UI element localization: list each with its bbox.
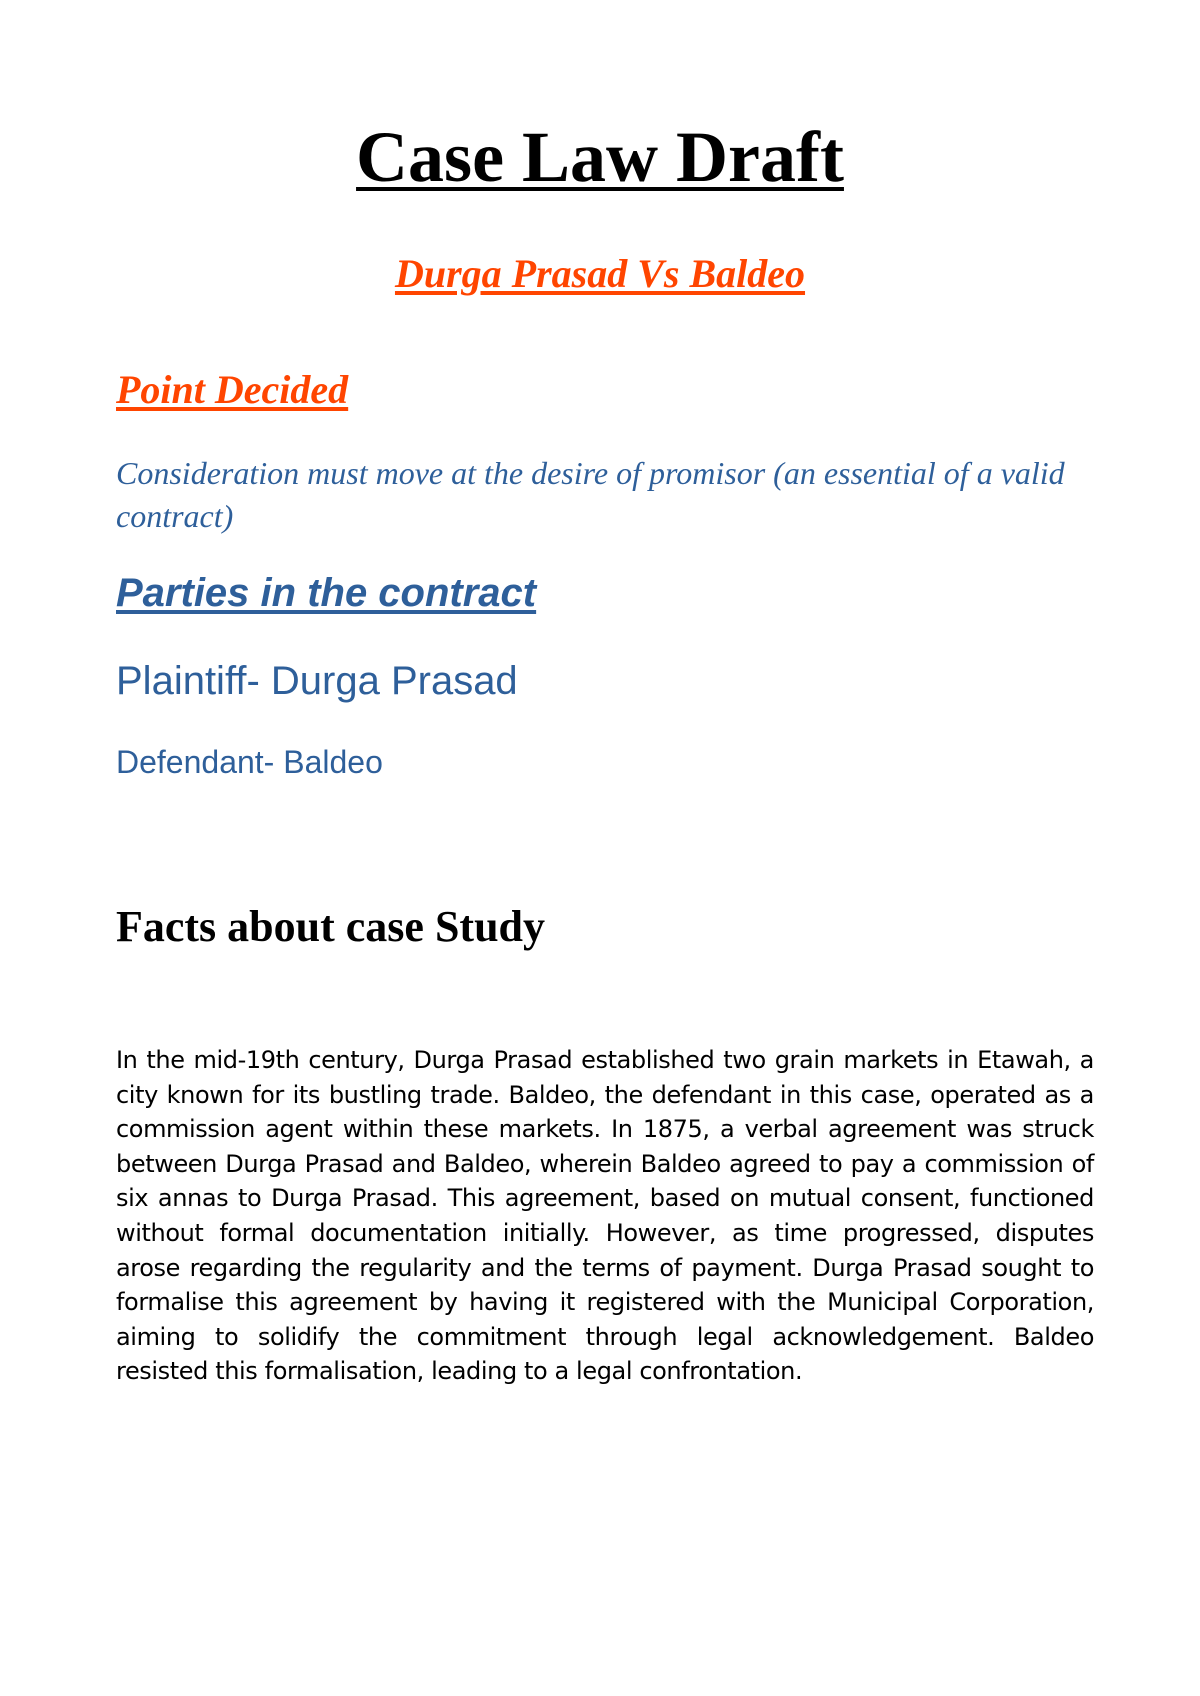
page-title: Case Law Draft [356, 117, 844, 197]
point-decided-heading: Point Decided [116, 367, 349, 412]
point-decided-text: Consideration must move at the desire of promisor (an essential of a valid contract) [116, 455, 1065, 534]
parties-heading: Parties in the contract [116, 571, 537, 615]
defendant-line: Defendant- Baldeo [116, 744, 383, 780]
facts-heading: Facts about case Study [116, 902, 546, 951]
facts-paragraph: In the mid-19th century, Durga Prasad established two grain markets in Etawah, a city known for its bustling trade. Baldeo, the defendant in this case, operated as a commission agent within these markets. In 1875, a verbal agreement was struck between Durga Prasad and Baldeo, wherein Baldeo agreed to pay a commission of six annas to Durga Prasad. This agreement, based on mutual consent, functioned without formal documentation initially. However, as time progressed, disputes arose regarding the regularity and the terms of payment. Durga Prasad sought to formalise this agreement by having it registered with the Municipal Corporation, aiming to solidify the commitment through legal acknowledgement. Baldeo resisted this formalisation, leading to a legal confrontation. [116, 1046, 1094, 1386]
case-name: Durga Prasad Vs Baldeo [394, 251, 806, 296]
plaintiff-line: Plaintiff- Durga Prasad [116, 659, 518, 703]
